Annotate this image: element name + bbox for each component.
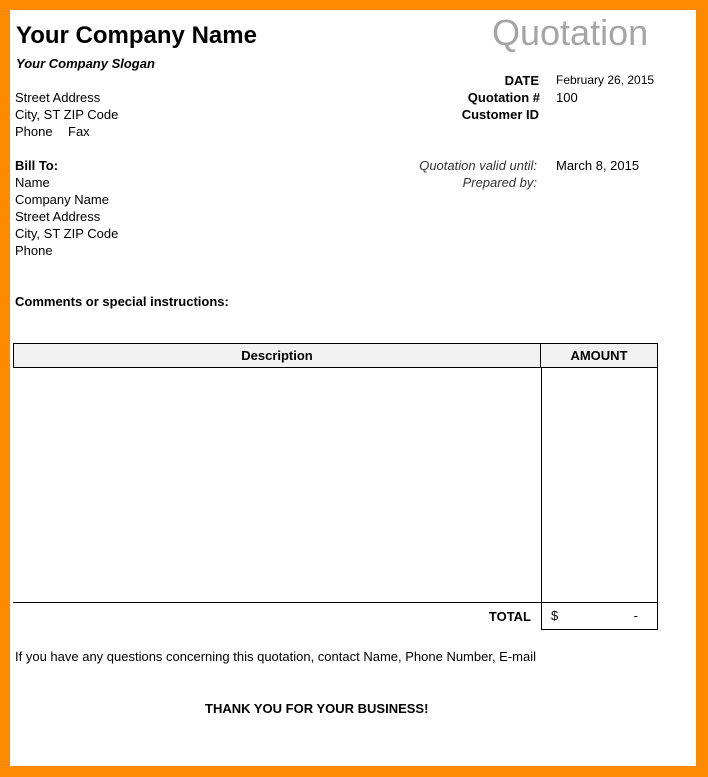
bill-to-street: Street Address — [15, 209, 101, 224]
total-label: TOTAL — [488, 609, 531, 624]
total-value: - — [633, 608, 638, 623]
valid-until-value: March 8, 2015 — [556, 158, 640, 173]
date-label: DATE — [504, 73, 539, 88]
description-cells — [13, 368, 541, 603]
quotation-number-label: Quotation # — [467, 90, 540, 105]
contact-note: If you have any questions concerning this quotation, contact Name, Phone Number, E-mail — [15, 649, 537, 664]
amount-column-header: AMOUNT — [541, 343, 658, 368]
company-street: Street Address — [15, 90, 101, 105]
comments-label: Comments or special instructions: — [15, 294, 229, 309]
thank-you-message: THANK YOU FOR YOUR BUSINESS! — [205, 701, 429, 716]
date-value: February 26, 2015 — [556, 73, 655, 87]
total-cell — [541, 603, 658, 630]
document-title: Quotation — [492, 12, 649, 53]
valid-until-label: Quotation valid until: — [419, 158, 537, 173]
bill-to-heading: Bill To: — [15, 158, 59, 173]
bill-to-company: Company Name — [15, 192, 109, 207]
amount-cells — [541, 368, 658, 603]
company-city-line: City, ST ZIP Code — [15, 107, 119, 122]
company-name: Your Company Name — [16, 22, 257, 49]
bill-to-city-line: City, ST ZIP Code — [15, 226, 119, 241]
line-items-table — [13, 343, 658, 630]
company-phone: Phone — [15, 124, 53, 139]
company-fax: Fax — [68, 124, 90, 139]
description-column-header: Description — [13, 343, 541, 368]
bill-to-name: Name — [15, 175, 50, 190]
customer-id-label: Customer ID — [461, 107, 539, 122]
company-slogan: Your Company Slogan — [16, 56, 155, 71]
total-currency: $ — [551, 608, 559, 623]
bill-to-phone: Phone — [15, 243, 53, 258]
prepared-by-label: Prepared by: — [462, 175, 537, 190]
quotation-number-value: 100 — [556, 90, 578, 105]
